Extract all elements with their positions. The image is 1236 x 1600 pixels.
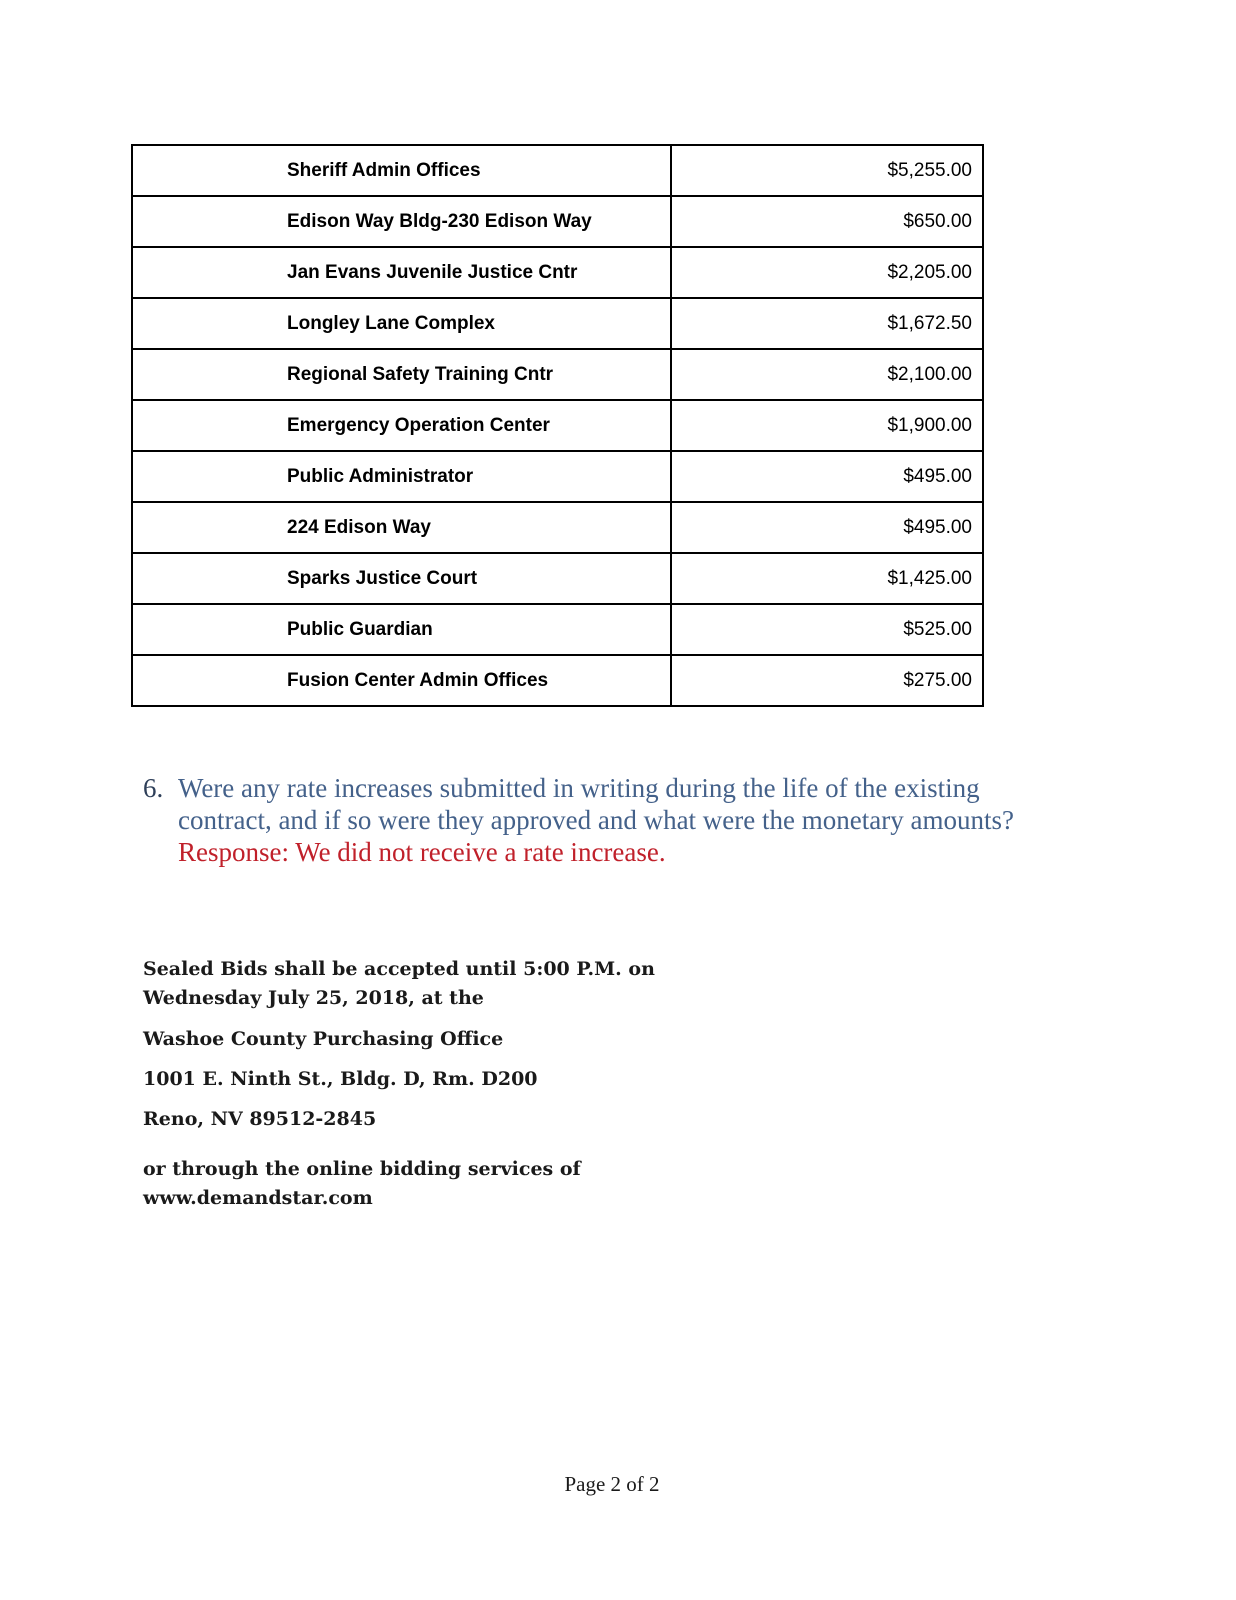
table-row [132,400,983,451]
table-row [132,604,983,655]
facility-amount: $1,672.50 [671,298,983,349]
office-city: Reno, NV 89512-2845 [143,1108,377,1130]
purchasing-office: Washoe County Purchasing Office [143,1028,504,1050]
table-row [132,247,983,298]
facility-name: Fusion Center Admin Offices [132,655,671,706]
question-body [178,772,1073,868]
facility-name: Sparks Justice Court [132,553,671,604]
table-row [132,145,983,196]
question-text: Were any rate increases submitted in writing during the life of the existing contract, and if so were they approved and what were the monetary amounts? [178,773,1014,835]
facility-amount: $495.00 [671,451,983,502]
table-row [132,655,983,706]
facility-amount: $5,255.00 [671,145,983,196]
question-response: Response: We did not receive a rate increase. [178,837,666,867]
table-row [132,502,983,553]
fee-table-body [132,145,983,706]
page-number: Page 2 of 2 [564,1472,660,1496]
facility-name: Regional Safety Training Cntr [132,349,671,400]
facility-amount: $2,100.00 [671,349,983,400]
question-item [143,772,1073,868]
facility-name: Public Administrator [132,451,671,502]
facility-amount: $1,900.00 [671,400,983,451]
online-bidding-line: or through the online bidding services of [143,1158,581,1180]
facility-name: Longley Lane Complex [132,298,671,349]
bid-deadline-line-2: Wednesday July 25, 2018, at the [143,987,484,1009]
table-row [132,196,983,247]
facility-amount: $275.00 [671,655,983,706]
facility-amount: $495.00 [671,502,983,553]
facility-name: Emergency Operation Center [132,400,671,451]
question-number: 6. [143,773,164,803]
table-row [132,349,983,400]
bid-deadline-line-1: Sealed Bids shall be accepted until 5:00 P.M. on [143,958,655,980]
facility-name: Sheriff Admin Offices [132,145,671,196]
table-row [132,451,983,502]
facility-name: 224 Edison Way [132,502,671,553]
facility-amount: $525.00 [671,604,983,655]
office-address: 1001 E. Ninth St., Bldg. D, Rm. D200 [143,1068,538,1090]
facility-amount: $2,205.00 [671,247,983,298]
table-row [132,298,983,349]
facility-name: Edison Way Bldg-230 Edison Way [132,196,671,247]
facility-amount: $1,425.00 [671,553,983,604]
facility-amount: $650.00 [671,196,983,247]
facility-name: Public Guardian [132,604,671,655]
page-footer [0,1472,1236,1497]
online-bidding-url: www.demandstar.com [143,1187,373,1209]
fee-table [131,144,984,707]
table-row [132,553,983,604]
facility-name: Jan Evans Juvenile Justice Cntr [132,247,671,298]
